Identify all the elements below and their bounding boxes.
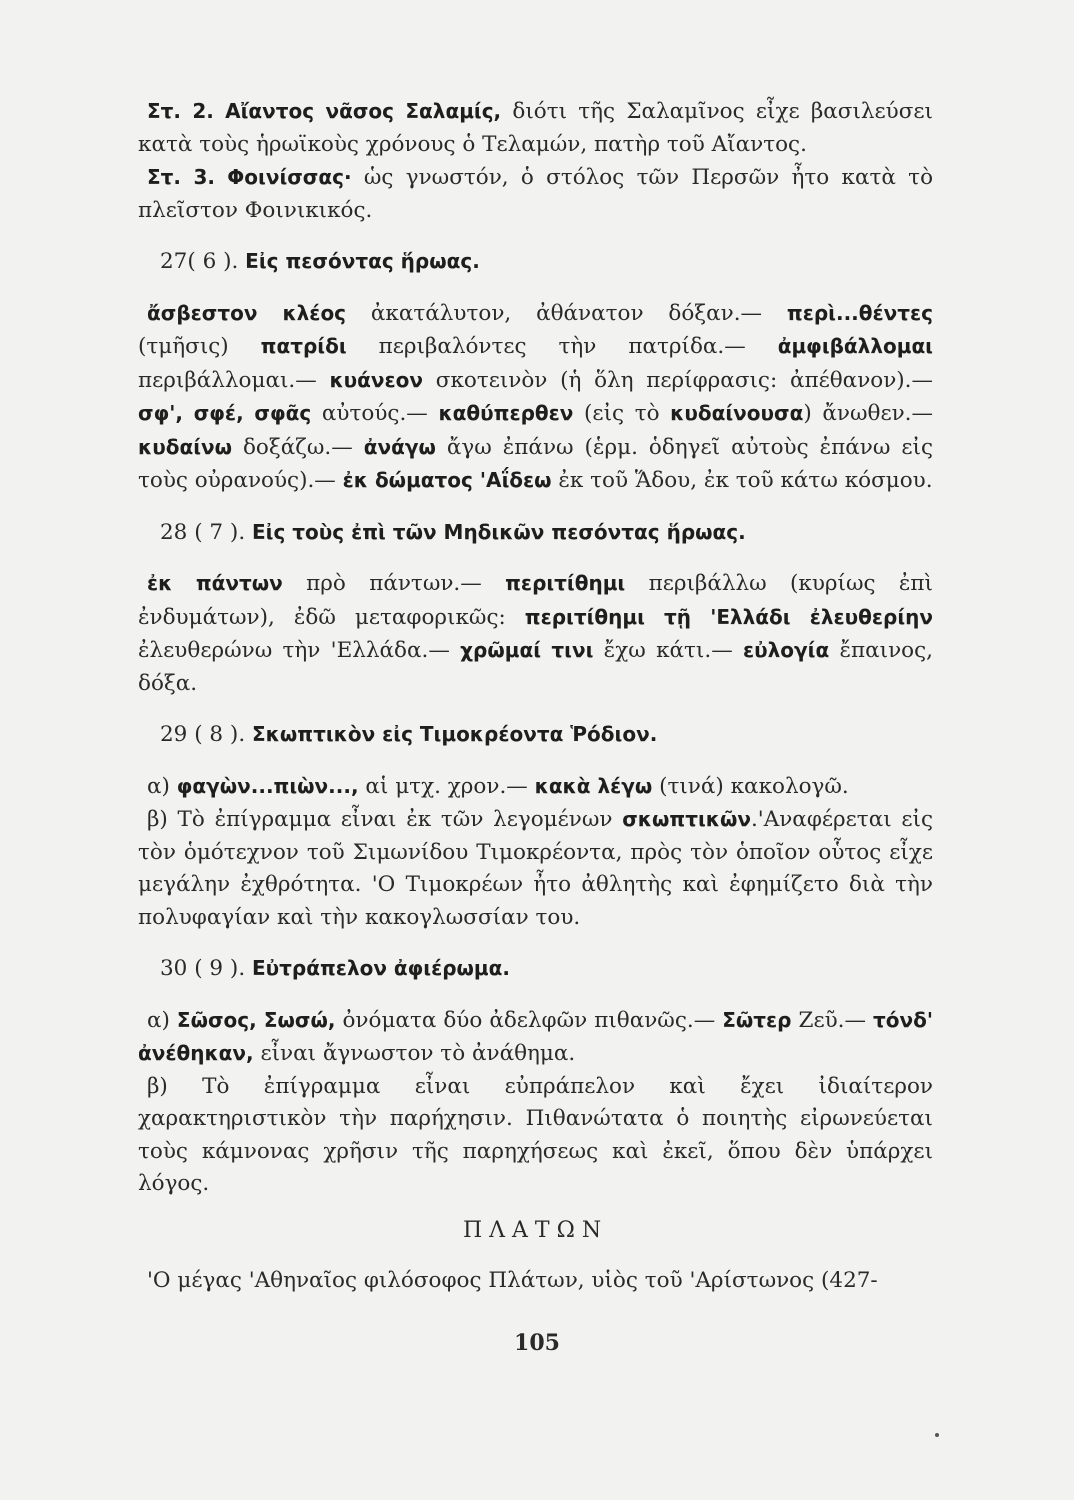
- glossed-term: πατρίδι: [260, 334, 347, 358]
- page-body: [138, 95, 933, 1298]
- section-title: ΠΛΑΤΩΝ: [462, 1217, 609, 1243]
- gloss-text: β) Τὸ ἐπίγραμμα εἶναι ἐκ τῶν λεγομένων: [147, 807, 623, 832]
- glossed-term: κακὰ λέγω: [534, 773, 653, 798]
- heading-29: [138, 718, 933, 752]
- epigram-title: Σκωπτικὸν εἰς Τιμοκρέοντα Ῥόδιον.: [252, 722, 658, 746]
- glossed-term: ἀνάγω: [363, 434, 436, 459]
- gloss-text: (εἰς τὸ: [573, 401, 671, 426]
- gloss-text: σκοτεινὸν (ἡ ὅλη περίφρασις: ἀπέθανον).—: [423, 367, 933, 393]
- gloss-text: ἐκ τοῦ Ἅδου, ἐκ τοῦ κάτω κόσμου.: [551, 468, 933, 493]
- gloss-text: δοξάζω.—: [232, 434, 364, 460]
- gloss-text: περιβάλλομαι.—: [138, 367, 330, 393]
- gloss-text: αἱ μτχ. χρον.—: [358, 773, 535, 799]
- page-number: 105: [514, 1330, 560, 1356]
- note-text: ὡς γνωστόν, ὁ στόλος τῶν Περσῶν ἦτο κατὰ τὸ πλεῖστον Φοινικικός.: [138, 165, 934, 223]
- gloss-text: ἐλευθερώνω τὴν 'Ελλάδα.—: [138, 638, 461, 663]
- gloss-text: ) ἄνωθεν.—: [803, 401, 933, 426]
- gloss-text: ἀκατάλυτον, ἀθάνατον δόξαν.—: [346, 300, 787, 326]
- commentary-30-b: [138, 1071, 933, 1201]
- glossed-term: περιτίθημι τῇ 'Ελλάδι ἐλευθερίην: [524, 604, 933, 629]
- epigram-title: Εὐτράπελον ἀφιέρωμα.: [252, 956, 510, 980]
- commentary-30-a: [138, 1004, 933, 1071]
- heading-28: [138, 516, 933, 550]
- note-label: Στ. 3.: [147, 165, 215, 189]
- commentary-29-b: [138, 803, 933, 934]
- glossed-term: Σῶτερ: [722, 1007, 792, 1032]
- note-verse-2: [138, 95, 933, 161]
- glossed-term: ἐκ δώματος 'Αΐδεω: [342, 468, 552, 492]
- note-term: Φοινίσσας·: [227, 165, 352, 189]
- gloss-text: περιβάλλω (κυρίως ἐπὶ ἐνδυμάτων), ἐδῶ μεταφορικῶς:: [138, 571, 933, 630]
- epigram-title: Εἰς πεσόντας ἥρωας.: [245, 249, 480, 273]
- glossed-term: σφ', σφέ, σφᾶς: [138, 401, 312, 425]
- epigram-number: 28 ( 7 ).: [160, 519, 246, 545]
- gloss-text: (τμῆσις): [138, 334, 261, 359]
- note-text: διότι τῆς Σαλαμῖνος εἶχε βασιλεύσει κατὰ τοὺς ἡρωϊκοὺς χρόνους ὁ Τελαμών, πατὴρ τοῦ Αἴαντος.: [138, 99, 933, 157]
- glossed-term: ἄσβεστον κλέος: [147, 300, 347, 325]
- glossed-term: εὐλογία: [743, 638, 830, 662]
- gloss-text: αὐτούς.—: [311, 401, 439, 426]
- print-speck: [935, 1433, 939, 1437]
- glossed-term: ἀμφιβάλλομαι: [777, 334, 933, 358]
- glossed-term: χρῶμαί τινι: [460, 638, 594, 662]
- epigram-number: 27( 6 ).: [160, 249, 239, 274]
- epigram-number: 29 ( 8 ).: [160, 722, 246, 747]
- glossed-term: τόνδ' ἀνέθηκαν,: [138, 1007, 933, 1065]
- commentary-28: [138, 567, 933, 700]
- commentary-29-a: [138, 770, 933, 804]
- gloss-text: ἔχω κάτι.—: [593, 638, 743, 663]
- glossed-term: φαγὼν...πιὼν...,: [176, 773, 359, 798]
- note-term: Αἴαντος νᾶσος Σαλαμίς,: [225, 99, 502, 123]
- epigram-number: 30 ( 9 ).: [160, 956, 246, 981]
- gloss-text: ἔπαινος, δόξα.: [138, 638, 934, 696]
- glossed-term: κυδαίνουσα: [670, 401, 804, 425]
- glossed-term: περιτίθημι: [505, 571, 626, 595]
- gloss-text: ὀνόματα δύο ἀδελφῶν πιθανῶς.—: [335, 1007, 723, 1033]
- note-verse-3: [138, 161, 933, 227]
- glossed-term: περὶ...θέντες: [786, 300, 934, 325]
- gloss-text: β) Τὸ ἐπίγραμμα εἶναι εὐπράπελον καὶ ἔχει ἰδιαίτερον χαρακτηριστικὸν τὴν παρήχησιν. Πιθανώτατα ὁ ποιητὴς εἰρωνεύεται τοὺς κάμνονας χρῆσιν τῆς παρηχήσεως καὶ ἐκεῖ, ὅπου δὲν ὑπάρχει λόγος.: [138, 1073, 933, 1196]
- gloss-text: α): [147, 773, 177, 799]
- gloss-text: ἄγω ἐπάνω (ἑρμ. ὁδηγεῖ αὐτοὺς ἐπάνω εἰς τοὺς οὐρανούς).—: [138, 434, 934, 493]
- glossed-term: κυάνεον: [329, 367, 424, 392]
- heading-30: [138, 952, 933, 986]
- glossed-term: ἐκ πάντων: [147, 571, 283, 595]
- glossed-term: κυδαίνω: [138, 434, 232, 459]
- commentary-27: [138, 297, 933, 498]
- gloss-text: Ζεῦ.—: [791, 1007, 873, 1033]
- gloss-text: (τινά) κακολογῶ.: [652, 773, 849, 799]
- note-label: Στ. 2.: [147, 99, 214, 123]
- gloss-text: πρὸ πάντων.—: [282, 571, 506, 596]
- heading-27: [138, 245, 933, 279]
- gloss-text: .'Αναφέρεται εἰς τὸν ὁμότεχνον τοῦ Σιμωνίδου Τιμοκρέοντα, πρὸς τὸν ὁποῖον οὗτος εἶχε μεγάλην ἐχθρότητα. 'Ο Τιμοκρέων ἦτο ἀθλητὴς καὶ ἐφημίζετο διὰ τὴν πολυφαγίαν καὶ τὴν κακογλωσσίαν του.: [138, 807, 933, 930]
- glossed-term: Σῶσος, Σωσώ,: [176, 1007, 336, 1032]
- gloss-text: περιβαλόντες τὴν πατρίδα.—: [346, 334, 778, 359]
- gloss-text: α): [147, 1007, 177, 1033]
- glossed-term: καθύπερθεν: [438, 401, 574, 425]
- glossed-term: σκωπτικῶν: [622, 807, 751, 831]
- gloss-text: εἶναι ἄγνωστον τὸ ἀνάθημα.: [253, 1041, 576, 1066]
- epigram-title: Εἰς τοὺς ἐπὶ τῶν Μηδικῶν πεσόντας ἥρωας.: [252, 519, 746, 544]
- section-intro: 'Ο μέγας 'Αθηναῖος φιλόσοφος Πλάτων, υἱὸς τοῦ 'Αρίστωνος (427-: [147, 1268, 878, 1293]
